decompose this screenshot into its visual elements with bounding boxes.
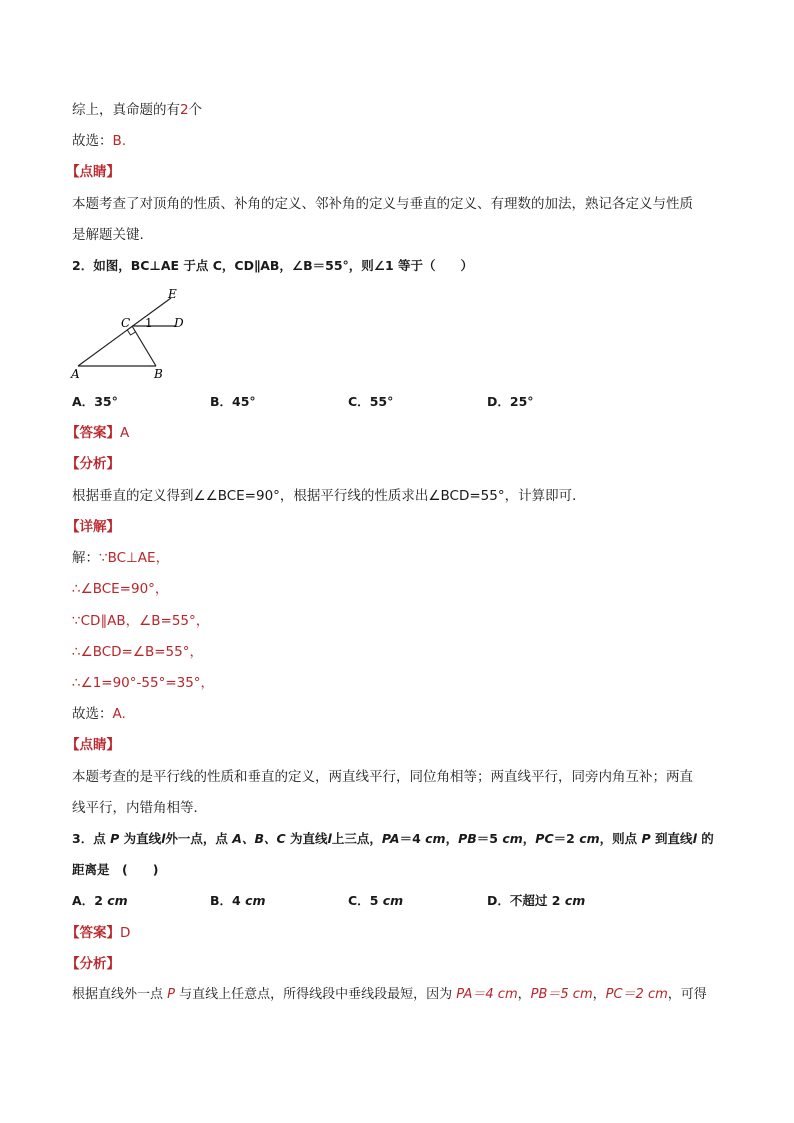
q2-step-5: ∴∠1=90°-55°=35°， <box>72 675 215 691</box>
q2-answer <box>66 423 129 443</box>
q2-choice: 故选：A. <box>72 706 126 722</box>
q3-option-c: C．5 cm <box>348 893 404 908</box>
q2-option-c: C．55° <box>348 394 394 409</box>
answer-label: 【答案】 <box>66 425 120 441</box>
q2-step-1: 解：∵BC⊥AE， <box>72 550 170 566</box>
q3-analysis-label: 【分析】 <box>66 956 120 972</box>
comment-1-line-2: 是解题关键. <box>72 227 144 243</box>
choice-answer: B. <box>112 133 127 149</box>
label-a: A <box>71 367 80 381</box>
q2-step-3: ∵CD∥AB，∠B=55°， <box>72 613 210 629</box>
label-d: D <box>174 316 184 330</box>
q3-option-b: B．4 cm <box>210 893 266 908</box>
q2-option-d: D．25° <box>487 394 534 409</box>
summary-line <box>72 100 202 120</box>
question-2-figure <box>66 284 206 384</box>
q2-dianjing-label: 【点睛】 <box>66 737 120 753</box>
q2-option-a: A．35° <box>72 394 118 409</box>
q2-analysis-text <box>72 486 586 506</box>
analysis-text: 根据垂直的定义得到∠∠BCE=90°，根据平行线的性质求出∠BCD=55°，计算即可． <box>72 488 586 504</box>
summary-text: 综上，真命题的有 <box>72 102 180 118</box>
line-ae <box>78 298 171 366</box>
line-cb <box>132 326 156 366</box>
question-2-stem: 2．如图，BC⊥AE 于点 C，CD∥AB，∠B＝55°，则∠1 等于（ ） <box>72 258 474 273</box>
q2-analysis-label: 【分析】 <box>66 456 120 472</box>
q2-detail-label: 【详解】 <box>66 519 120 535</box>
q2-option-b: B．45° <box>210 394 256 409</box>
label-c: C <box>121 316 131 330</box>
label-1: 1 <box>145 316 153 330</box>
question-3-stem-line-1: 3．点 P 为直线l外一点，点 A、B、C 为直线l上三点，PA＝4 cm，PB＝5 cm，PC＝2 cm，则点 P 到直线l 的 <box>72 831 714 846</box>
q3-answer: 【答案】D <box>66 925 131 941</box>
q3-analysis-text: 根据直线外一点 P 与直线上任意点，所得线段中垂线段最短，因为 PA＝4 cm，PB＝5 cm，PC＝2 cm，可得 <box>72 987 707 1002</box>
q2-comment-line-2: 线平行，内错角相等． <box>72 800 207 816</box>
choice-prefix: 故选： <box>72 133 113 149</box>
q3-option-a: A．2 cm <box>72 893 128 908</box>
choice-line-1 <box>72 131 126 151</box>
q2-step-4: ∴∠BCD=∠B=55°， <box>72 644 203 660</box>
question-3-stem-line-2: 距离是 ( ) <box>72 862 159 877</box>
summary-count: 2 <box>180 102 189 118</box>
summary-unit: 个 <box>188 102 203 118</box>
answer-value: A <box>120 425 130 441</box>
dianjing-label-1: 【点睛】 <box>66 164 120 180</box>
q2-comment-line-1: 本题考查的是平行线的性质和垂直的定义，两直线平行，同位角相等；两直线平行，同旁内角互补；两直 <box>72 769 693 785</box>
label-e: E <box>168 287 177 301</box>
q3-option-d: D．不超过 2 cm <box>487 893 586 908</box>
comment-1-line-1: 本题考查了对顶角的性质、补角的定义、邻补角的定义与垂直的定义、有理数的加法，熟记各定义与性质 <box>72 196 693 212</box>
q2-step-2: ∴∠BCE=90°， <box>72 581 169 597</box>
label-b: B <box>154 367 163 381</box>
